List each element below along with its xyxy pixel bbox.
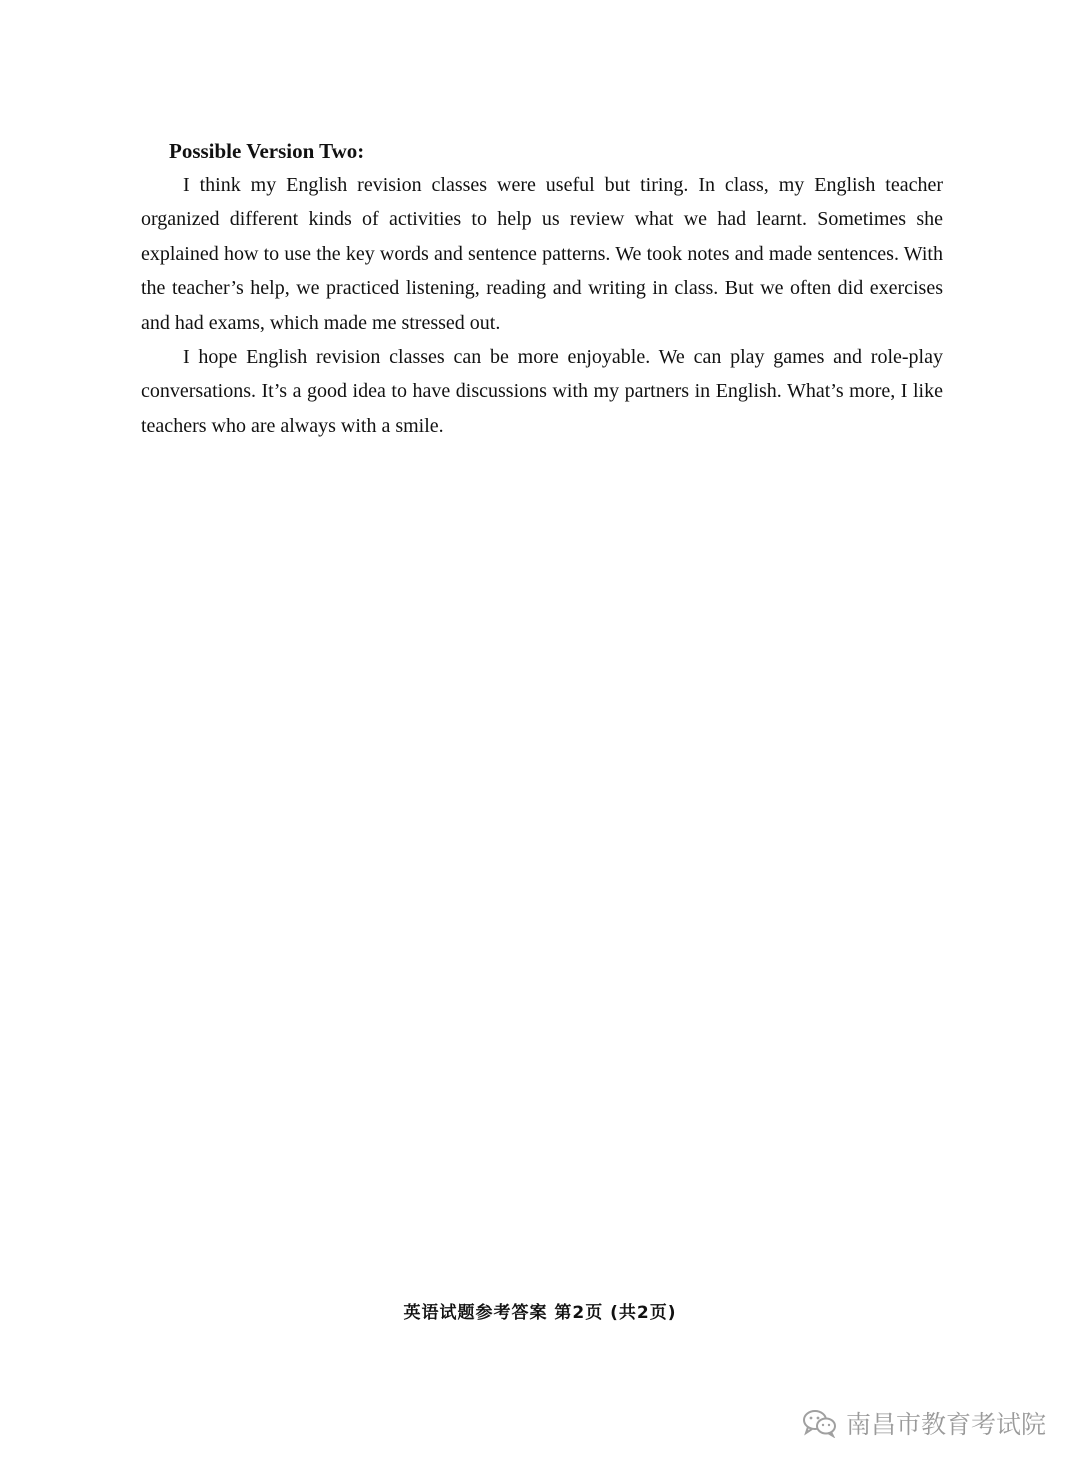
watermark <box>802 1405 1046 1441</box>
page-footer: 英语试题参考答案 第2页 (共2页) <box>403 1303 677 1323</box>
version-heading: Possible Version Two: <box>169 139 365 163</box>
answer-content <box>141 134 943 443</box>
wechat-icon <box>802 1408 838 1438</box>
paragraph-1: I think my English revision classes were useful but tiring. In class, my English teacher organized different kinds of activities to help us review what we had learnt. Sometimes she explained how to use the key words and sentence patterns. We took notes and made sentences. With the teacher’s help, we practiced listening, reading and writing in class. But we often did exercises and had exams, which made me stressed out. <box>141 174 943 334</box>
paragraph-2: I hope English revision classes can be more enjoyable. We can play games and role-play conversations. It’s a good idea to have discussions with my partners in English. What’s more, I like teachers who are always with a smile. <box>141 346 943 437</box>
watermark-text: 南昌市教育考试院 <box>845 1410 1046 1439</box>
